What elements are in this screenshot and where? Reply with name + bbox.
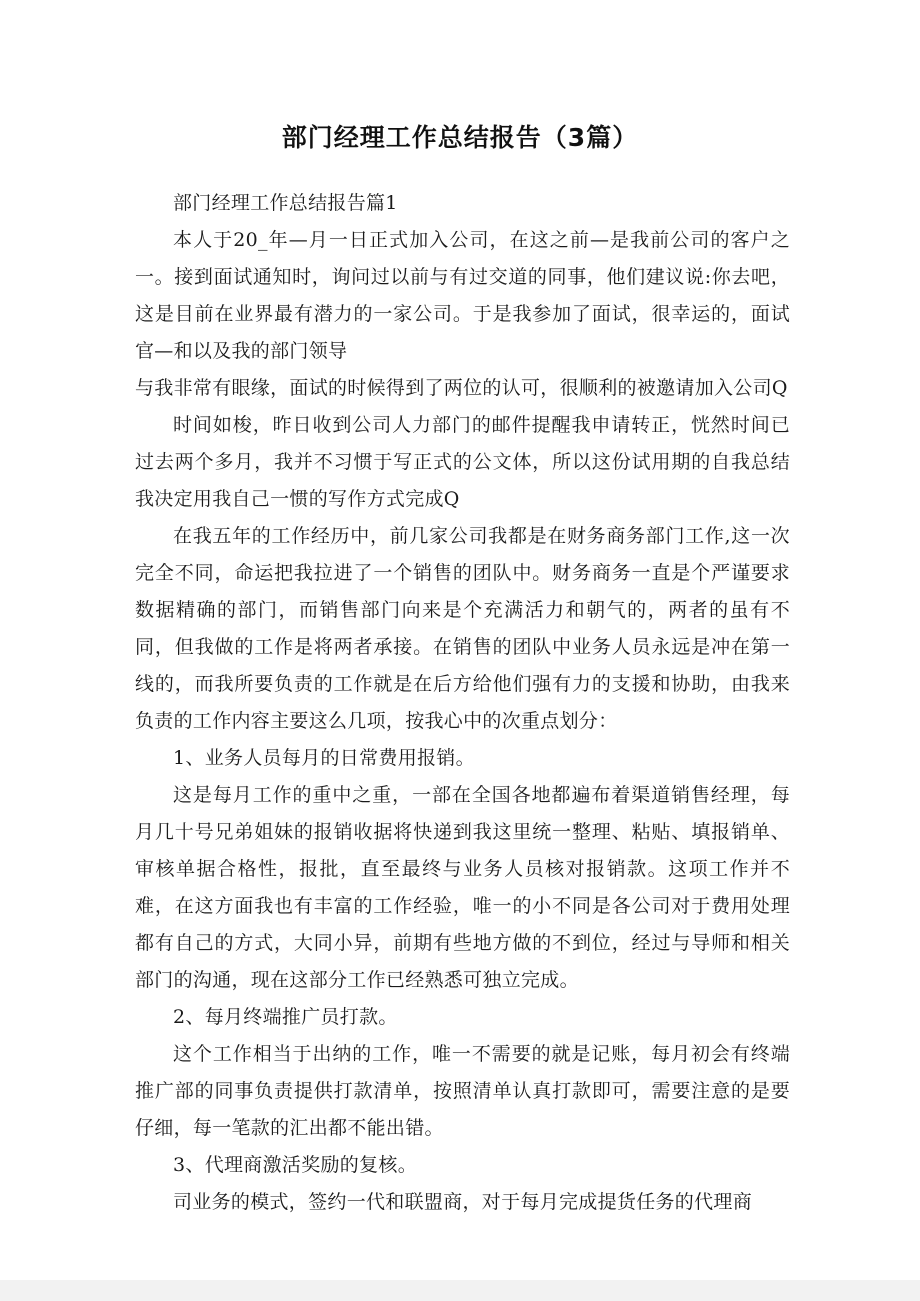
paragraph: 这个工作相当于出纳的工作，唯一不需要的就是记账，每月初会有终端推广部的同事负责提供打款清单，按照清单认真打款即可，需要注意的是要仔细，每一笔款的汇出都不能出错。: [135, 1043, 790, 1139]
page-bottom-bar: [0, 1280, 920, 1301]
list-heading: 3、代理商激活奖励的复核。: [173, 1154, 417, 1176]
list-heading: 2、每月终端推广员打款。: [173, 1006, 398, 1028]
list-heading: 1、业务人员每月的日常费用报销。: [173, 747, 475, 769]
paragraph: 在我五年的工作经历中，前几家公司我都是在财务商务部门工作,这一次完全不同，命运把我拉进了一个销售的团队中。财务商务一直是个严谨要求数据精确的部门，而销售部门向来是个充满活力和朝气的，两者的虽有不同，但我做的工作是将两者承接。在销售的团队中业务人员永远是冲在第一线的，而我所要负责的工作就是在后方给他们强有力的支援和协助，由我来负责的工作内容主要这么几项，按我心中的次重点划分：: [135, 525, 790, 732]
document-body: [135, 185, 790, 1221]
paragraph-continuation: 与我非常有眼缘，面试的时候得到了两位的认可，很顺利的被邀请加入公司Q: [135, 377, 788, 399]
section-heading: 部门经理工作总结报告篇1: [173, 192, 398, 214]
paragraph: 这是每月工作的重中之重，一部在全国各地都遍布着渠道销售经理，每月几十号兄弟姐妹的报销收据将快递到我这里统一整理、粘贴、填报销单、审核单据合格性，报批，直至最终与业务人员核对报销款。这项工作并不难，在这方面我也有丰富的工作经验，唯一的小不同是各公司对于费用处理都有自己的方式，大同小异，前期有些地方做的不到位，经过与导师和相关部门的沟通，现在这部分工作已经熟悉可独立完成。: [135, 784, 790, 991]
paragraph: 司业务的模式，签约一代和联盟商，对于每月完成提货任务的代理商: [173, 1191, 753, 1213]
paragraph: 本人于20_年—月一日正式加入公司，在这之前—是我前公司的客户之一。接到面试通知时，询问过以前与有过交道的同事，他们建议说:你去吧，这是目前在业界最有潜力的一家公司。于是我参加了面试，很幸运的，面试官—和以及我的部门领导: [135, 229, 790, 362]
paragraph: 时间如梭，昨日收到公司人力部门的邮件提醒我申请转正，恍然时间已过去两个多月，我并不习惯于写正式的公文体，所以这份试用期的自我总结我决定用我自己一惯的写作方式完成Q: [135, 414, 790, 510]
document-title: 部门经理工作总结报告（3篇）: [281, 123, 639, 152]
